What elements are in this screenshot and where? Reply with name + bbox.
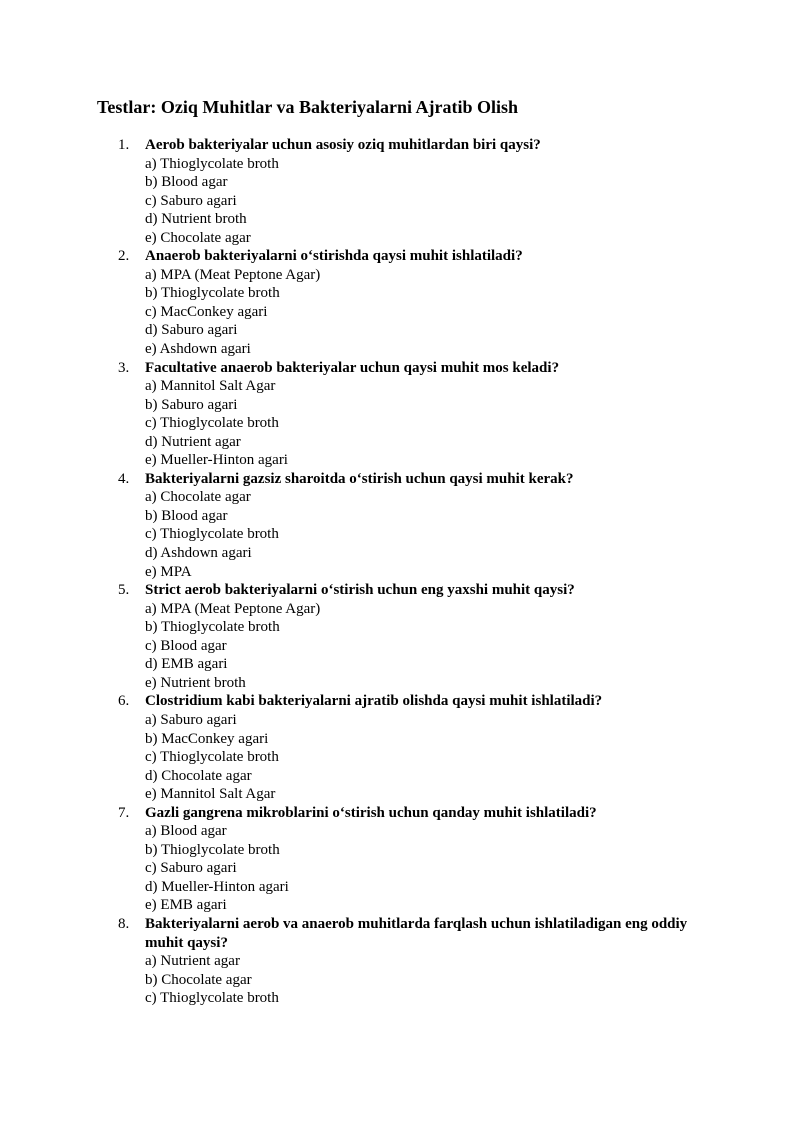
answer-option-b: b) Chocolate agar [145, 971, 252, 988]
answer-option-b: b) Blood agar [145, 507, 228, 524]
answer-option-a: a) Mannitol Salt Agar [145, 378, 276, 395]
answer-option-a: a) Blood agar [145, 823, 227, 840]
answer-option-b: b) Thioglycolate broth [145, 285, 280, 302]
answer-option-c: c) Thioglycolate broth [145, 749, 279, 766]
answer-option-e: e) Mueller-Hinton agari [145, 452, 288, 469]
question-text: Anaerob bakteriyalarni o‘stirishda qaysi muhit ishlatiladi? [145, 248, 523, 265]
answer-option-a: a) Chocolate agar [145, 489, 251, 506]
question-number: 6. [118, 693, 130, 710]
answer-option-e: e) Chocolate agar [145, 229, 251, 246]
question-list [0, 136, 800, 1008]
question-8 [0, 915, 800, 1008]
question-6 [0, 692, 800, 803]
question-number: 7. [118, 804, 130, 821]
answer-option-d: d) Nutrient agar [145, 433, 241, 450]
question-number: 4. [118, 470, 130, 487]
answer-option-d: d) Mueller-Hinton agari [145, 878, 289, 895]
answer-option-e: e) EMB agari [145, 897, 227, 914]
answer-option-b: b) Thioglycolate broth [145, 841, 280, 858]
answer-options [145, 600, 800, 693]
answer-option-d: d) Nutrient broth [145, 211, 247, 228]
answer-option-a: a) Saburo agari [145, 711, 237, 728]
question-5 [0, 581, 800, 692]
question-4 [0, 470, 800, 581]
question-number: 3. [118, 359, 130, 376]
document-title: Testlar: Oziq Muhitlar va Bakteriyalarni Ajratib Olish [97, 97, 519, 117]
answer-option-a: a) Thioglycolate broth [145, 155, 279, 172]
question-text: Gazli gangrena mikroblarini o‘stirish uchun qanday muhit ishlatiladi? [145, 804, 597, 821]
answer-options [145, 711, 800, 804]
answer-option-d: d) Chocolate agar [145, 767, 252, 784]
answer-option-c: c) Saburo agari [145, 192, 237, 209]
answer-option-e: e) Ashdown agari [145, 341, 251, 358]
answer-option-c: c) MacConkey agari [145, 303, 268, 320]
question-text: Aerob bakteriyalar uchun asosiy oziq muhitlardan biri qaysi? [145, 137, 541, 153]
answer-options [145, 952, 800, 1008]
answer-option-b: b) MacConkey agari [145, 730, 269, 747]
question-number: 1. [118, 137, 130, 153]
answer-option-e: e) Nutrient broth [145, 674, 246, 691]
answer-option-b: b) Saburo agari [145, 396, 238, 413]
answer-option-a: a) MPA (Meat Peptone Agar) [145, 266, 321, 283]
answer-options [145, 377, 800, 470]
answer-option-b: b) Blood agar [145, 174, 228, 191]
question-number: 2. [118, 248, 130, 265]
answer-option-e: e) MPA [145, 563, 192, 580]
answer-option-e: e) Mannitol Salt Agar [145, 786, 276, 803]
question-text: Bakteriyalarni gazsiz sharoitda o‘stirish uchun qaysi muhit kerak? [145, 470, 574, 487]
answer-options [145, 266, 800, 359]
question-3 [0, 359, 800, 470]
answer-option-d: d) EMB agari [145, 656, 228, 673]
question-number: 8. [118, 915, 130, 932]
answer-option-c: c) Thioglycolate broth [145, 526, 279, 543]
answer-option-c: c) Thioglycolate broth [145, 990, 279, 1007]
question-number: 5. [118, 582, 130, 599]
answer-options [145, 155, 800, 248]
question-text: Clostridium kabi bakteriyalarni ajratib olishda qaysi muhit ishlatiladi? [145, 693, 603, 710]
question-text: Bakteriyalarni aerob va anaerob muhitlarda farqlash uchun ishlatiladigan eng oddiy muhit qaysi? [145, 915, 688, 951]
question-text: Strict aerob bakteriyalarni o‘stirish uchun eng yaxshi muhit qaysi? [145, 582, 575, 599]
question-7 [0, 804, 800, 915]
answer-option-c: c) Thioglycolate broth [145, 415, 279, 432]
answer-option-d: d) Saburo agari [145, 322, 238, 339]
answer-option-c: c) Saburo agari [145, 860, 237, 877]
answer-option-a: a) Nutrient agar [145, 953, 240, 970]
answer-option-d: d) Ashdown agari [145, 545, 252, 562]
answer-options [145, 822, 800, 915]
question-2 [0, 247, 800, 358]
answer-option-b: b) Thioglycolate broth [145, 619, 280, 636]
answer-option-a: a) MPA (Meat Peptone Agar) [145, 600, 321, 617]
answer-option-c: c) Blood agar [145, 637, 227, 654]
question-text: Facultative anaerob bakteriyalar uchun qaysi muhit mos keladi? [145, 359, 560, 376]
question-1 [0, 136, 800, 247]
answer-options [145, 488, 800, 581]
